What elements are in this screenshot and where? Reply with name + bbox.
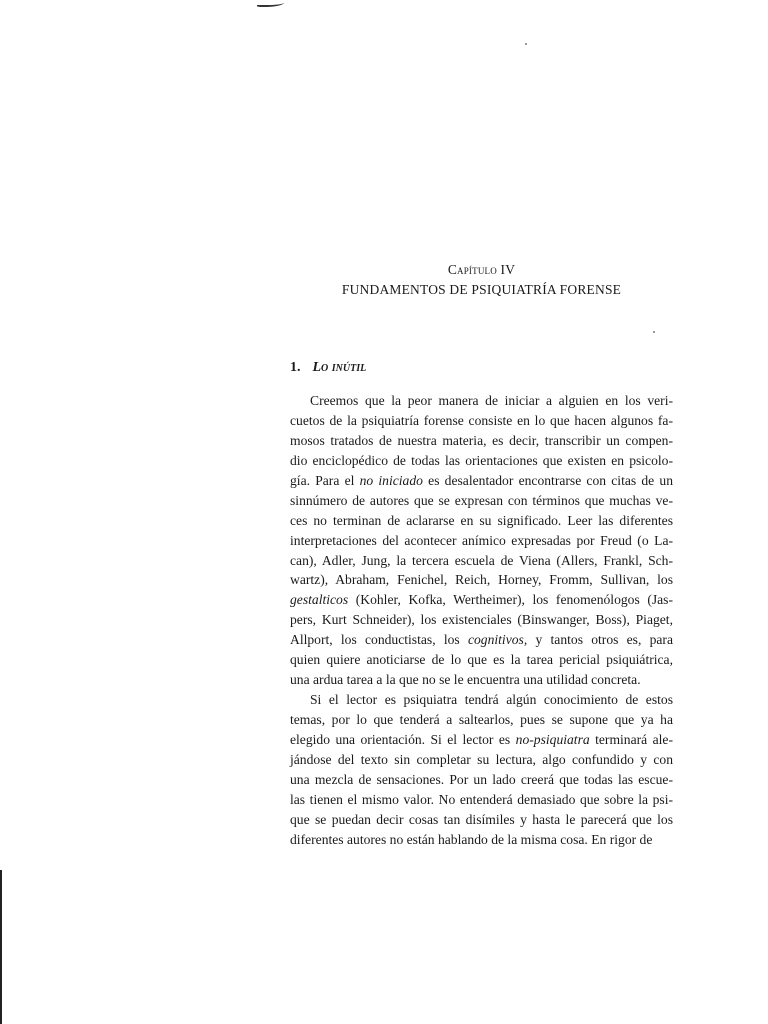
- scan-page-edge: [0, 870, 2, 1024]
- text-line: Si el lector es psiquiatra tendrá algún conocimiento de estos: [310, 692, 673, 708]
- text-line: jándose del texto sin completar su lectura, algo confundido y con: [290, 751, 673, 767]
- text-line: ces no terminan de aclararse en su significado. Leer las diferentes: [290, 512, 673, 528]
- section-title: Lo inútil: [312, 360, 367, 375]
- section-number: 1.: [290, 360, 301, 375]
- text-line: Allport, los conductistas, los cognitivos, y tantos otros es, para: [290, 632, 673, 648]
- text-line: gía. Para el no iniciado es desalentador encontrarse con citas de un: [290, 472, 674, 488]
- body-text: [290, 391, 673, 850]
- chapter-number: Capítulo IV: [447, 262, 516, 277]
- section-heading: [290, 360, 366, 376]
- text-line: mosos tratados de nuestra materia, es decir, transcribir un compen-: [290, 432, 673, 448]
- text-line: pers, Kurt Schneider), los existenciales (Binswanger, Boss), Piaget,: [290, 612, 673, 628]
- text-line: temas, por lo que tenderá a saltearlos, pues se supone que ya ha: [290, 712, 673, 727]
- text-line: cuetos de la psiquiatría forense consiste en lo que hacen algunos fa-: [290, 412, 673, 428]
- italic-term: no iniciado: [359, 472, 423, 488]
- scan-artifact-mark: [256, 0, 286, 7]
- scan-speck: [525, 43, 527, 45]
- text-line: can), Adler, Jung, la tercera escuela de Viena (Allers, Frankl, Sch-: [290, 552, 673, 568]
- text-line: que se puedan decir cosas tan disímiles y hasta le parecerá que los: [290, 811, 673, 827]
- italic-term: cognitivos: [467, 632, 524, 648]
- text-line: dio enciclopédico de todas las orientaciones que existen en psicolo-: [290, 452, 673, 468]
- chapter-title: FUNDAMENTOS DE PSIQUIATRÍA FORENSE: [341, 282, 622, 297]
- text-line: Creemos que la peor manera de iniciar a alguien en los veri-: [310, 393, 673, 408]
- text-line: elegido una orientación. Si el lector es no-psiquiatra terminará ale-: [290, 731, 673, 747]
- text-line: las tienen el mismo valor. No entenderá demasiado que sobre la psi-: [290, 791, 673, 807]
- scan-speck: [653, 331, 655, 333]
- italic-term: no-psiquiatra: [515, 731, 590, 747]
- text-line: gestalticos (Kohler, Kofka, Wertheimer), los fenomenólogos (Jas-: [290, 592, 673, 608]
- text-line: diferentes autores no están hablando de la misma cosa. En rigor de: [290, 831, 653, 847]
- italic-term: gestalticos: [290, 592, 349, 608]
- text-line: una ardua tarea a la que no se le encuentra una utilidad concreta.: [290, 672, 641, 688]
- text-line: sinnúmero de autores que se expresan con términos que muchas ve-: [290, 492, 673, 508]
- text-line: quien quiere anoticiarse de lo que es la tarea pericial psiquiátrica,: [290, 652, 673, 668]
- text-line: wartz), Abraham, Fenichel, Reich, Horney, Fromm, Sullivan, los: [290, 572, 673, 588]
- text-line: interpretaciones del acontecer anímico expresadas por Freud (o La-: [290, 532, 673, 548]
- text-line: una mezcla de sensaciones. Por un lado creerá que todas las escue-: [290, 771, 673, 787]
